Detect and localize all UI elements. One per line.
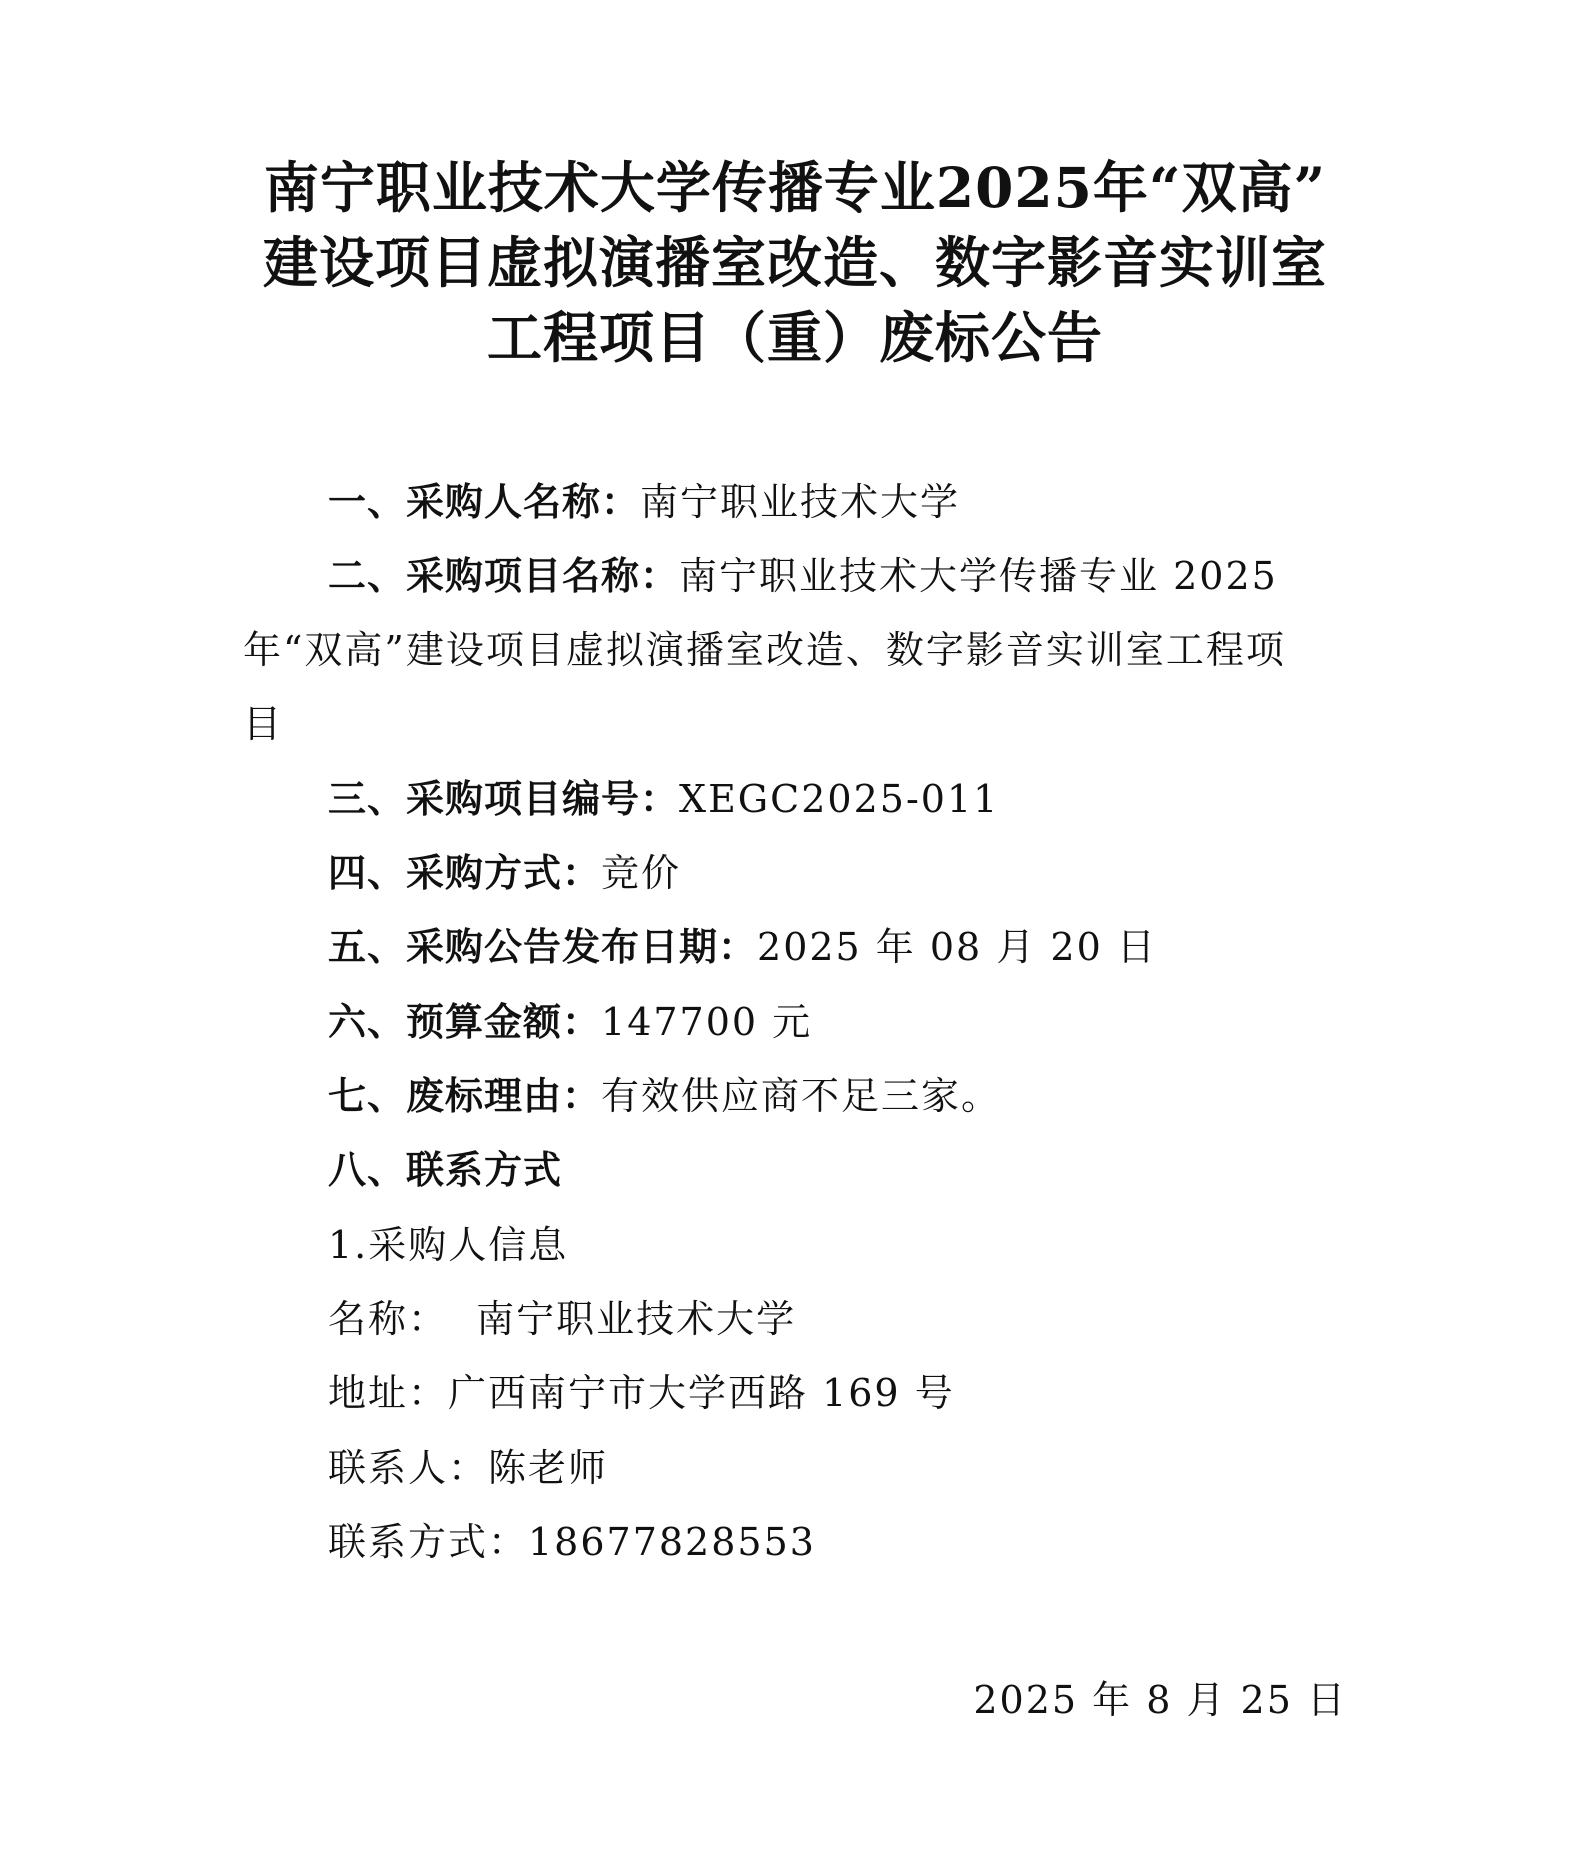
contact-address-row [328, 1367, 955, 1419]
project-name-value-1: 南宁职业技术大学传播专业 2025 [679, 554, 1278, 598]
project-name-continued-2 [243, 698, 1353, 750]
contact-heading-row [328, 1144, 562, 1196]
project-name-value-2: 年“双高”建设项目虚拟演播室改造、数字影音实训室工程项 [243, 628, 1286, 672]
budget-value: 147700 元 [601, 1000, 813, 1044]
budget-row [328, 996, 812, 1048]
project-name-continued [243, 624, 1353, 676]
project-name-label: 二、采购项目名称： [328, 554, 680, 598]
project-name-row [328, 550, 1278, 602]
method-value: 竞价 [601, 851, 682, 895]
contact-subheading: 1.采购人信息 [328, 1223, 569, 1267]
reason-label: 七、废标理由： [328, 1074, 602, 1118]
purchaser-row [328, 476, 960, 528]
method-label: 四、采购方式： [328, 851, 602, 895]
contact-phone: 联系方式：18677828553 [328, 1520, 816, 1564]
document-title [240, 150, 1350, 375]
title-line-3: 工程项目（重）废标公告 [486, 305, 1103, 370]
reason-row [328, 1070, 1001, 1122]
project-number-label: 三、采购项目编号： [328, 777, 680, 821]
document-date: 2025 年 8 月 25 日 [973, 1678, 1347, 1722]
purchaser-value: 南宁职业技术大学 [640, 480, 961, 524]
contact-phone-row [328, 1516, 816, 1568]
contact-heading: 八、联系方式 [328, 1148, 563, 1192]
title-line-2: 建设项目虚拟演播室改造、数字影音实训室 [262, 230, 1327, 295]
project-number-value: XEGC2025-011 [679, 777, 1000, 821]
publish-date-label: 五、采购公告发布日期： [328, 925, 758, 969]
project-name-value-3: 目 [243, 702, 284, 746]
contact-person: 联系人：陈老师 [328, 1446, 609, 1490]
contact-name: 名称： 南宁职业技术大学 [328, 1297, 797, 1341]
publish-date-row [328, 921, 1157, 973]
method-row [328, 847, 681, 899]
project-number-row [328, 773, 999, 825]
contact-name-row [328, 1293, 796, 1345]
purchaser-label: 一、采购人名称： [328, 480, 641, 524]
contact-person-row [328, 1442, 608, 1494]
title-line-1: 南宁职业技术大学传播专业2025年“双高” [263, 155, 1327, 220]
contact-address: 地址：广西南宁市大学西路 169 号 [328, 1371, 955, 1415]
budget-label: 六、预算金额： [328, 1000, 602, 1044]
contact-subheading-row [328, 1219, 568, 1271]
reason-value: 有效供应商不足三家。 [601, 1074, 1002, 1118]
publish-date-value: 2025 年 08 月 20 日 [757, 925, 1157, 969]
